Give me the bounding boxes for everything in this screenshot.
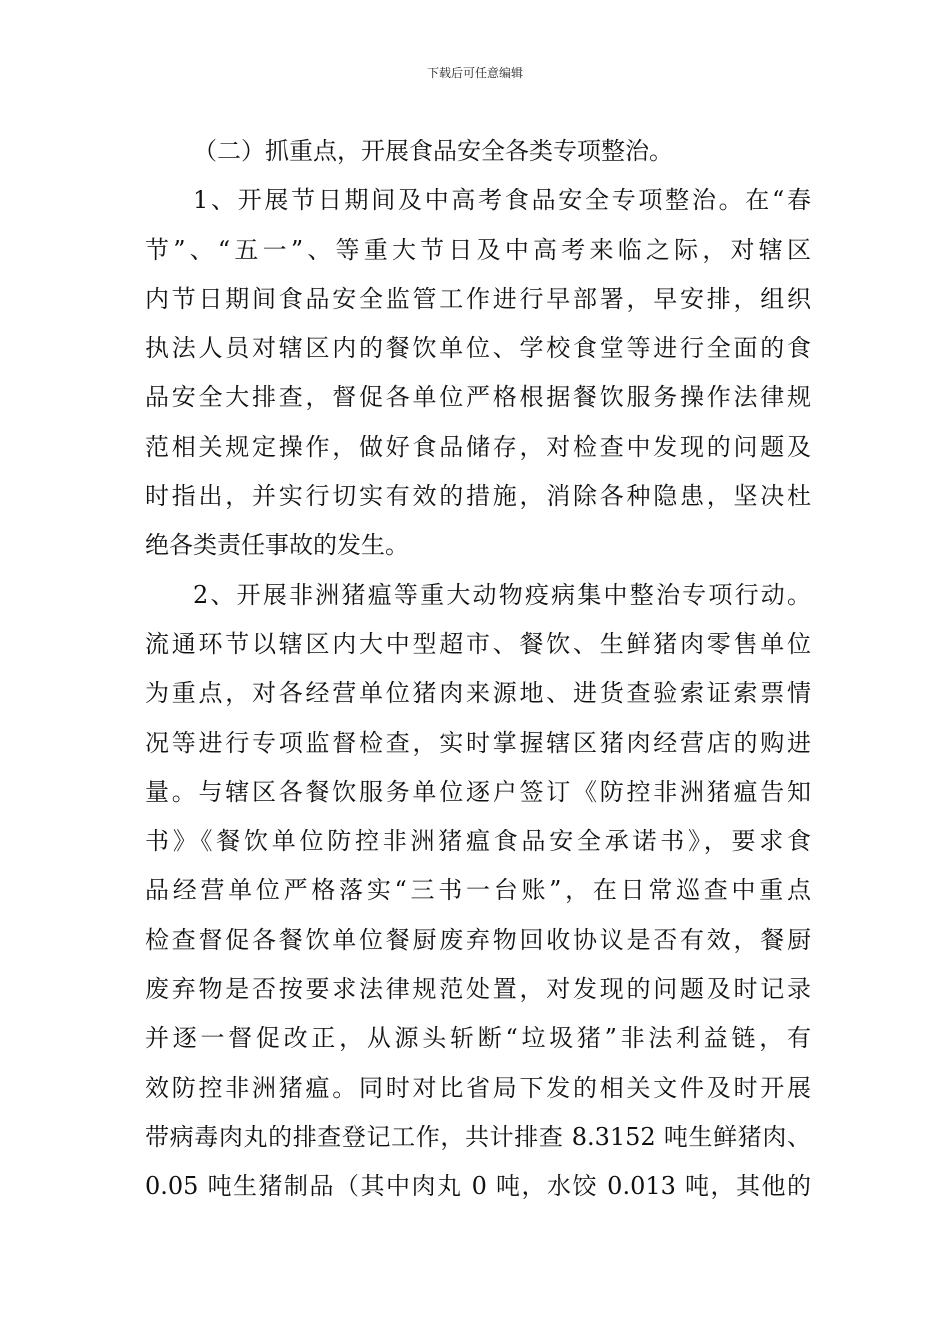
paragraph-line: 执法人员对辖区内的餐饮单位、学校食堂等进行全面的食 xyxy=(145,334,811,363)
paragraph-line: 品安全大排查，督促各单位严格根据餐饮服务操作法律规 xyxy=(145,383,811,412)
paragraph-line: 效防控非洲猪瘟。同时对比省局下发的相关文件及时开展 xyxy=(145,1073,811,1102)
page-header: 下载后可任意编辑 xyxy=(426,66,523,80)
paragraph-line: 内节日期间食品安全监管工作进行早部署，早安排，组织 xyxy=(145,284,811,313)
section-heading: （二）抓重点，开展食品安全各类专项整治。 xyxy=(193,137,673,165)
paragraph-line: 况等进行专项监督检查，实时掌握辖区猪肉经营店的购进 xyxy=(145,728,811,757)
paragraph-line: 绝各类责任事故的发生。 xyxy=(145,531,409,560)
paragraph-line: 并逐一督促改正，从源头斩断“垃圾猪”非法利益链，有 xyxy=(145,1024,811,1053)
paragraph-line: 2、开展非洲猪瘟等重大动物疫病集中整治专项行动。 xyxy=(193,580,811,609)
paragraph-line: 量。与辖区各餐饮服务单位逐户签订《防控非洲猪瘟告知 xyxy=(145,777,811,806)
paragraph-line: 节”、“五一”、等重大节日及中高考来临之际，对辖区 xyxy=(145,235,811,264)
document-body xyxy=(145,127,811,1212)
paragraph-line: 带病毒肉丸的排查登记工作，共计排查 8.3152 吨生鲜猪肉、 xyxy=(145,1122,811,1151)
paragraph-line: 时指出，并实行切实有效的措施，消除各种隐患，坚决杜 xyxy=(145,482,811,511)
paragraph-line: 检查督促各餐饮单位餐厨废弃物回收协议是否有效，餐厨 xyxy=(145,925,811,954)
paragraph-line: 废弃物是否按要求法律规范处置，对发现的问题及时记录 xyxy=(145,975,811,1004)
paragraph-line: 品经营单位严格落实“三书一台账”，在日常巡查中重点 xyxy=(145,876,811,905)
paragraph-line: 1、开展节日期间及中高考食品安全专项整治。在“春 xyxy=(193,186,811,215)
paragraph-line: 0.05 吨生猪制品（其中肉丸 0 吨，水饺 0.013 吨，其他的 xyxy=(145,1172,811,1201)
paragraph-line: 为重点，对各经营单位猪肉来源地、进货查验索证索票情 xyxy=(145,679,811,708)
paragraph-line: 流通环节以辖区内大中型超市、餐饮、生鲜猪肉零售单位 xyxy=(145,629,811,658)
paragraph-line: 书》《餐饮单位防控非洲猪瘟食品安全承诺书》，要求食 xyxy=(145,827,811,856)
paragraph-line: 范相关规定操作，做好食品储存，对检查中发现的问题及 xyxy=(145,432,811,461)
